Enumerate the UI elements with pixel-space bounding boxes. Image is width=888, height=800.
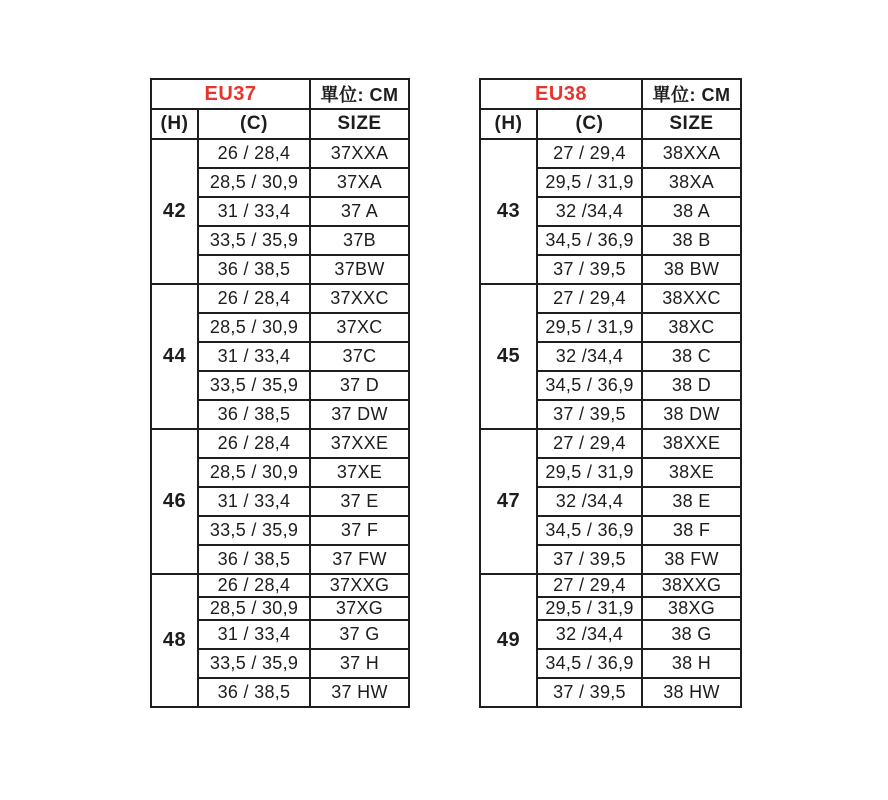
size-value-cell: 38 FW: [642, 545, 741, 574]
size-value-cell: 38XXC: [642, 284, 741, 313]
c-value-cell: 37 / 39,5: [537, 400, 642, 429]
column-header-row: [151, 109, 409, 139]
h-value-cell: 44: [151, 284, 198, 429]
unit-label: 單位: CM: [310, 79, 409, 109]
size-value-cell: 38 G: [642, 620, 741, 649]
c-value-cell: 32 /34,4: [537, 197, 642, 226]
c-value-cell: 34,5 / 36,9: [537, 226, 642, 255]
c-value-cell: 29,5 / 31,9: [537, 597, 642, 620]
column-header-row: [480, 109, 741, 139]
size-value-cell: 37 A: [310, 197, 409, 226]
c-value-cell: 28,5 / 30,9: [198, 313, 310, 342]
table-row: [151, 574, 409, 597]
size-value-cell: 37XXE: [310, 429, 409, 458]
column-header-h: (H): [151, 109, 198, 139]
c-value-cell: 34,5 / 36,9: [537, 649, 642, 678]
c-value-cell: 33,5 / 35,9: [198, 649, 310, 678]
size-value-cell: 38 F: [642, 516, 741, 545]
size-value-cell: 37 DW: [310, 400, 409, 429]
table-title-eu37: EU37: [151, 79, 310, 109]
table-title-row: [480, 79, 741, 109]
size-value-cell: 37XXC: [310, 284, 409, 313]
size-value-cell: 38 C: [642, 342, 741, 371]
c-value-cell: 31 / 33,4: [198, 620, 310, 649]
size-value-cell: 37XC: [310, 313, 409, 342]
c-value-cell: 34,5 / 36,9: [537, 371, 642, 400]
h-value-cell: 47: [480, 429, 537, 574]
size-value-cell: 38 B: [642, 226, 741, 255]
c-value-cell: 26 / 28,4: [198, 574, 310, 597]
table-title-row: [151, 79, 409, 109]
size-value-cell: 37B: [310, 226, 409, 255]
h-value-cell: 43: [480, 139, 537, 284]
table-row: [151, 139, 409, 168]
size-table-eu37: [150, 78, 410, 708]
column-header-size: SIZE: [310, 109, 409, 139]
c-value-cell: 27 / 29,4: [537, 429, 642, 458]
c-value-cell: 31 / 33,4: [198, 197, 310, 226]
size-value-cell: 38 BW: [642, 255, 741, 284]
table-title-eu38: EU38: [480, 79, 642, 109]
h-value-cell: 42: [151, 139, 198, 284]
size-value-cell: 37XG: [310, 597, 409, 620]
c-value-cell: 37 / 39,5: [537, 678, 642, 707]
size-value-cell: 37XA: [310, 168, 409, 197]
table-row: [480, 284, 741, 313]
size-value-cell: 38XXG: [642, 574, 741, 597]
size-value-cell: 37BW: [310, 255, 409, 284]
c-value-cell: 31 / 33,4: [198, 342, 310, 371]
table-row: [480, 574, 741, 597]
size-table-eu38: [479, 78, 742, 708]
h-value-cell: 48: [151, 574, 198, 707]
size-value-cell: 37 F: [310, 516, 409, 545]
h-value-cell: 46: [151, 429, 198, 574]
c-value-cell: 29,5 / 31,9: [537, 458, 642, 487]
size-value-cell: 37 G: [310, 620, 409, 649]
c-value-cell: 27 / 29,4: [537, 574, 642, 597]
size-value-cell: 38 D: [642, 371, 741, 400]
c-value-cell: 28,5 / 30,9: [198, 458, 310, 487]
c-value-cell: 33,5 / 35,9: [198, 371, 310, 400]
c-value-cell: 26 / 28,4: [198, 139, 310, 168]
c-value-cell: 36 / 38,5: [198, 255, 310, 284]
column-header-c: (C): [537, 109, 642, 139]
c-value-cell: 28,5 / 30,9: [198, 597, 310, 620]
c-value-cell: 36 / 38,5: [198, 545, 310, 574]
c-value-cell: 32 /34,4: [537, 620, 642, 649]
c-value-cell: 29,5 / 31,9: [537, 168, 642, 197]
size-value-cell: 38 A: [642, 197, 741, 226]
c-value-cell: 28,5 / 30,9: [198, 168, 310, 197]
table-row: [151, 284, 409, 313]
column-header-c: (C): [198, 109, 310, 139]
size-value-cell: 38 E: [642, 487, 741, 516]
size-value-cell: 38 H: [642, 649, 741, 678]
size-value-cell: 37 D: [310, 371, 409, 400]
size-value-cell: 37XXG: [310, 574, 409, 597]
c-value-cell: 34,5 / 36,9: [537, 516, 642, 545]
c-value-cell: 36 / 38,5: [198, 400, 310, 429]
column-header-h: (H): [480, 109, 537, 139]
size-value-cell: 37XE: [310, 458, 409, 487]
c-value-cell: 32 /34,4: [537, 487, 642, 516]
table-row: [151, 429, 409, 458]
size-value-cell: 37XXA: [310, 139, 409, 168]
size-value-cell: 38XXA: [642, 139, 741, 168]
size-value-cell: 38XE: [642, 458, 741, 487]
c-value-cell: 33,5 / 35,9: [198, 516, 310, 545]
c-value-cell: 37 / 39,5: [537, 545, 642, 574]
c-value-cell: 33,5 / 35,9: [198, 226, 310, 255]
c-value-cell: 36 / 38,5: [198, 678, 310, 707]
size-value-cell: 37 FW: [310, 545, 409, 574]
size-value-cell: 37 HW: [310, 678, 409, 707]
c-value-cell: 26 / 28,4: [198, 429, 310, 458]
c-value-cell: 29,5 / 31,9: [537, 313, 642, 342]
size-value-cell: 38XG: [642, 597, 741, 620]
c-value-cell: 31 / 33,4: [198, 487, 310, 516]
h-value-cell: 49: [480, 574, 537, 707]
c-value-cell: 26 / 28,4: [198, 284, 310, 313]
size-value-cell: 37 H: [310, 649, 409, 678]
size-value-cell: 38 DW: [642, 400, 741, 429]
size-value-cell: 38XXE: [642, 429, 741, 458]
unit-label: 單位: CM: [642, 79, 741, 109]
c-value-cell: 27 / 29,4: [537, 139, 642, 168]
size-value-cell: 38XC: [642, 313, 741, 342]
c-value-cell: 32 /34,4: [537, 342, 642, 371]
table-row: [480, 139, 741, 168]
size-value-cell: 37 E: [310, 487, 409, 516]
size-value-cell: 37C: [310, 342, 409, 371]
c-value-cell: 27 / 29,4: [537, 284, 642, 313]
c-value-cell: 37 / 39,5: [537, 255, 642, 284]
size-value-cell: 38 HW: [642, 678, 741, 707]
column-header-size: SIZE: [642, 109, 741, 139]
size-value-cell: 38XA: [642, 168, 741, 197]
h-value-cell: 45: [480, 284, 537, 429]
table-row: [480, 429, 741, 458]
